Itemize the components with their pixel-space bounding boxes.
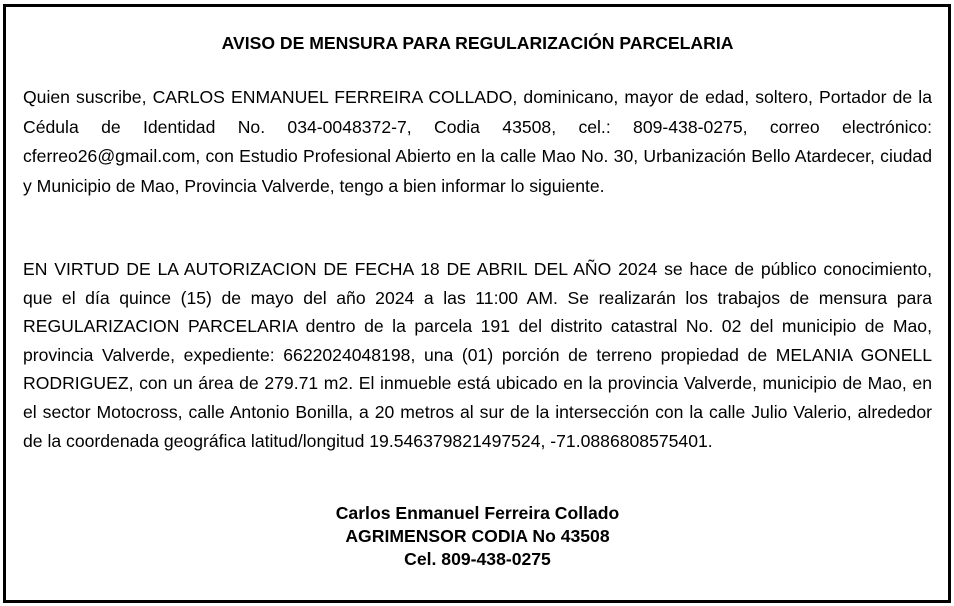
notice-paragraph-intro: Quien suscribe, CARLOS ENMANUEL FERREIRA COLLADO, dominicano, mayor de edad, soltero, Portador de la Cédula de Identidad No. 034-0048372-7, Codia 43508, cel.: 809-438-0275, correo electrónico: cferreo26@gmail.com, con Estudio Profesional Abierto en la calle Mao No. 30, Urbanización Bello Atardecer, ciudad y Municipio de Mao, Provincia Valverde, tengo a bien informar lo siguiente.: [23, 87, 932, 196]
signature-name: Carlos Enmanuel Ferreira Collado: [335, 503, 620, 523]
signature-role: AGRIMENSOR CODIA No 43508: [345, 526, 610, 546]
signature-phone: Cel. 809-438-0275: [404, 549, 551, 569]
notice-title: AVISO DE MENSURA PARA REGULARIZACIÓN PARCELARIA: [221, 33, 734, 53]
notice-paragraph-details: EN VIRTUD DE LA AUTORIZACION DE FECHA 18 DE ABRIL DEL AÑO 2024 se hace de público conocimiento, que el día quince (15) de mayo del año 2024 a las 11:00 AM. Se realizarán los trabajos de mensura para REGULARIZACION PARCELARIA dentro de la parcela 191 del distrito catastral No. 02 del municipio de Mao, provincia Valverde, expediente: 6622024048198, una (01) porción de terreno propiedad de MELANIA GONELL RODRIGUEZ, con un área de 279.71 m2. El inmueble está ubicado en la provincia Valverde, municipio de Mao, en el sector Motocross, calle Antonio Bonilla, a 20 metros al sur de la intersección con la calle Julio Valerio, alrededor de la coordenada geográfica latitud/longitud 19.546379821497524, -71.0886808575401.: [23, 259, 932, 451]
notice-frame: [3, 4, 951, 603]
